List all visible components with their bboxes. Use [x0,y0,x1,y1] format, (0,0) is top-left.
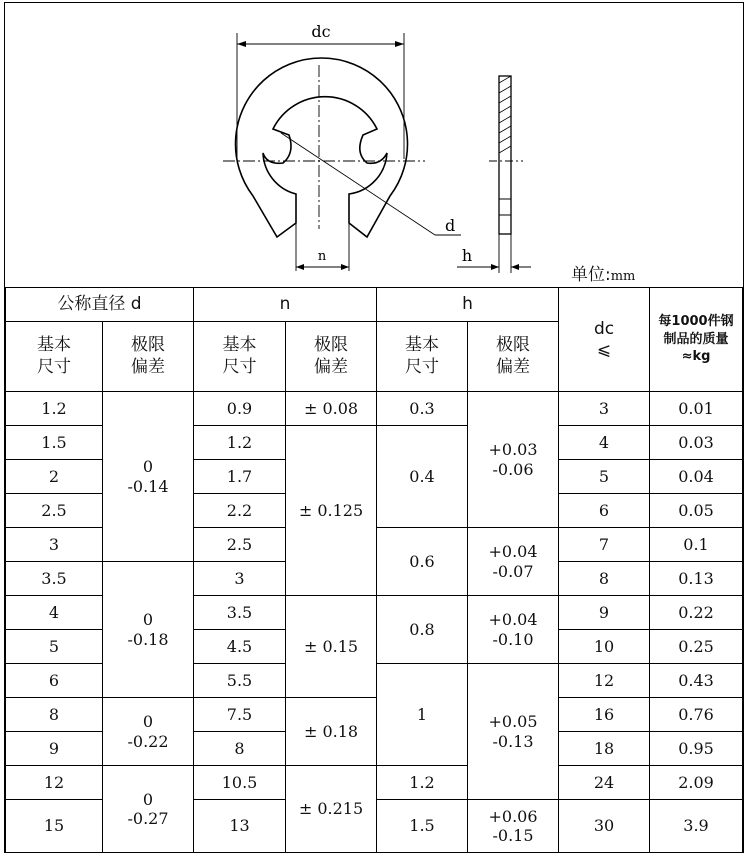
side-hatch [499,126,511,133]
dimension-table [5,287,743,853]
header-mass-line: 制品的质量 [663,331,729,347]
mass-cell: 0.76 [650,698,743,732]
header-mass-line: ≈kg [681,349,711,365]
header-dc [559,288,650,392]
mass-cell: 0.03 [650,426,743,460]
dc-cell: 3 [559,392,650,426]
d-basic-cell: 15 [6,800,103,853]
h-deviation-cell: +0.06 -0.15 [468,800,559,853]
h-deviation-cell: +0.04 -0.07 [468,528,559,596]
side-hatch [499,86,511,93]
h-basic-cell: 0.8 [377,596,468,664]
mass-cell: 2.09 [650,766,743,800]
mass-cell: 0.43 [650,664,743,698]
mass-cell: 0.22 [650,596,743,630]
h-basic-cell: 1.5 [377,800,468,853]
datasheet-frame [4,2,744,853]
dc-cell: 9 [559,596,650,630]
side-hatch [499,76,511,83]
dc-cell: 24 [559,766,650,800]
d-basic-cell: 3.5 [6,562,103,596]
n-basic-cell: 1.7 [194,460,286,494]
n-basic-cell: 0.9 [194,392,286,426]
header-nominal-diameter: 公称直径 d [6,288,194,322]
table-header-row [6,288,743,322]
mass-cell: 0.05 [650,494,743,528]
h-arrowheads [491,264,519,270]
dc-cell: 6 [559,494,650,528]
subheader-d-basic: 基本 尺寸 [6,322,103,392]
subheader-h-basic: 基本 尺寸 [377,322,468,392]
d-basic-cell: 2.5 [6,494,103,528]
side-hatch [499,96,511,103]
d-basic-cell: 6 [6,664,103,698]
unit-label [571,260,635,285]
subheader-n-basic: 基本 尺寸 [194,322,286,392]
subheader-h-limit: 极限 偏差 [468,322,559,392]
h-deviation-cell: +0.04 -0.10 [468,596,559,664]
h-basic-cell: 0.3 [377,392,468,426]
dc-cell: 16 [559,698,650,732]
n-basic-cell: 2.2 [194,494,286,528]
dc-dimension-label: dc [311,22,331,41]
n-basic-cell: 13 [194,800,286,853]
n-basic-cell: 4.5 [194,630,286,664]
e-ring-outline [236,58,408,237]
side-hatch [499,136,511,143]
dc-cell: 7 [559,528,650,562]
table-row [6,392,743,426]
dc-cell: 18 [559,732,650,766]
dc-cell: 30 [559,800,650,853]
n-deviation-cell: ± 0.125 [286,426,377,596]
h-basic-cell: 0.4 [377,426,468,528]
d-basic-cell: 1.2 [6,392,103,426]
n-deviation-cell: ± 0.08 [286,392,377,426]
n-basic-cell: 10.5 [194,766,286,800]
mass-cell: 0.01 [650,392,743,426]
d-basic-cell: 8 [6,698,103,732]
d-leader-line [281,133,435,235]
header-mass-line: 每1000件钢 [658,314,734,330]
d-dimension-label: d [445,216,456,235]
unit-label-text: 单位: [571,265,611,285]
d-basic-cell: 12 [6,766,103,800]
n-basic-cell: 7.5 [194,698,286,732]
dc-cell: 12 [559,664,650,698]
unit-value: mm [610,269,636,284]
d-basic-cell: 2 [6,460,103,494]
header-dc-text: dc [593,319,615,340]
dc-cell: 4 [559,426,650,460]
n-basic-cell: 5.5 [194,664,286,698]
mass-cell: 0.1 [650,528,743,562]
mass-cell: 3.9 [650,800,743,853]
n-basic-cell: 3.5 [194,596,286,630]
n-basic-cell: 8 [194,732,286,766]
mass-cell: 0.13 [650,562,743,596]
h-deviation-cell: +0.03 -0.06 [468,392,559,528]
h-basic-cell: 1.2 [377,766,468,800]
n-basic-cell: 2.5 [194,528,286,562]
header-mass [650,288,743,392]
d-basic-cell: 4 [6,596,103,630]
n-dimension-label: n [317,249,327,264]
h-basic-cell: 1 [377,664,468,766]
side-hatch [499,116,511,123]
d-deviation-cell: 0 -0.14 [103,392,194,562]
subheader-d-limit: 极限 偏差 [103,322,194,392]
mass-cell: 0.95 [650,732,743,766]
d-basic-cell: 5 [6,630,103,664]
header-h: h [377,288,559,322]
d-deviation-cell: 0 -0.18 [103,562,194,698]
d-basic-cell: 9 [6,732,103,766]
subheader-n-limit: 极限 偏差 [286,322,377,392]
table-row [6,766,743,800]
h-basic-cell: 0.6 [377,528,468,596]
n-deviation-cell: ± 0.15 [286,596,377,698]
d-deviation-cell: 0 -0.27 [103,766,194,853]
n-basic-cell: 3 [194,562,286,596]
header-n: n [194,288,377,322]
d-basic-cell: 3 [6,528,103,562]
side-hatch [499,106,511,113]
e-ring-technical-drawing [5,3,745,287]
d-deviation-cell: 0 -0.22 [103,698,194,766]
h-dimension-label: h [461,246,473,265]
dc-cell: 10 [559,630,650,664]
n-deviation-cell: ± 0.18 [286,698,377,766]
h-deviation-cell: +0.05 -0.13 [468,664,559,800]
side-hatch [499,146,511,153]
table-row [6,698,743,732]
mass-cell: 0.25 [650,630,743,664]
d-basic-cell: 1.5 [6,426,103,460]
dc-cell: 5 [559,460,650,494]
header-dc-symbol: ⩽ [596,339,612,360]
dc-cell: 8 [559,562,650,596]
n-basic-cell: 1.2 [194,426,286,460]
n-deviation-cell: ± 0.215 [286,766,377,853]
mass-cell: 0.04 [650,460,743,494]
